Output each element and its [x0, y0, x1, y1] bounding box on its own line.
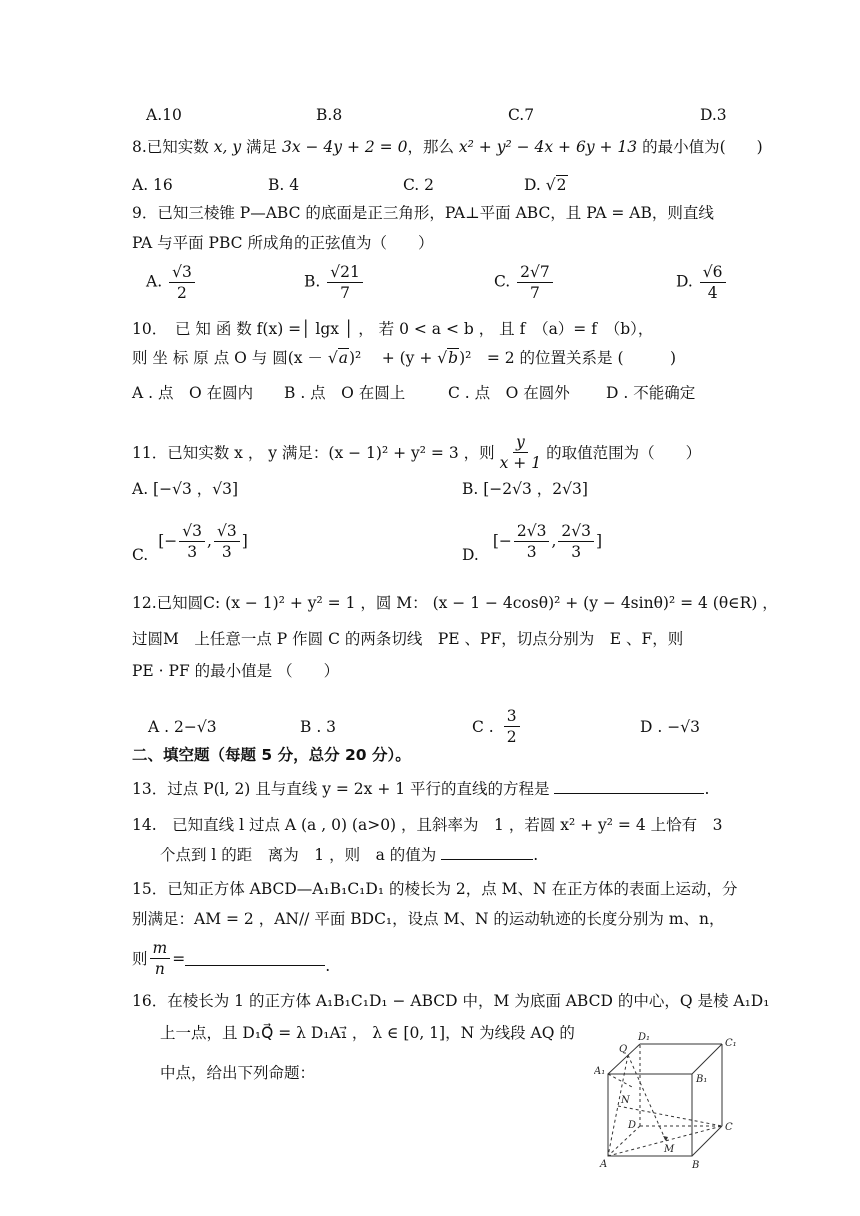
q10-line2-a: 则 坐 标 原 点 O 与 圆(x －: [132, 349, 323, 367]
q15-answer-blank[interactable]: [185, 965, 325, 966]
label-m: M: [664, 1144, 675, 1155]
q14-line2: [160, 844, 538, 866]
q16-line1: 16．在棱长为 1 的正方体 A₁B₁C₁D₁ − ABCD 中，M 为底面 ABCD 的中心，Q 是棱 A₁D₁: [132, 992, 770, 1010]
q9-option-d-label: D.: [676, 272, 693, 291]
q10-sqrt-a: √a: [327, 349, 348, 367]
q8-stem: [132, 136, 763, 158]
q8-option-d: [524, 174, 568, 196]
q12-option-c: [472, 706, 522, 747]
q11-option-c: C. [− $\frac{√3}{3}$ , $\frac{√3}{3}$ ]: [132, 521, 248, 564]
q9-option-a-frac: $\frac{√3}{2}$: [169, 262, 195, 303]
q12-line1: 12.已知圆C: (x − 1)² + y² = 1 ，圆 M： (x − 1 − 4cosθ)² + (y − 4sinθ)² = 4 (θ∈R) ，: [132, 594, 778, 612]
label-d1: D₁: [638, 1032, 651, 1043]
q13-text: 13．过点 P(l, 2) 且与直线 y = 2x + 1 平行的直线的方程是: [132, 780, 550, 798]
label-n: N: [621, 1095, 630, 1106]
q8-option-a: A. 16: [132, 176, 173, 194]
q10-line2-b: )² + (y +: [349, 349, 433, 367]
q7-option-b: B.8: [316, 106, 343, 124]
q15-fraction: $\frac{m}{n}$: [150, 938, 171, 979]
q9-option-c-frac: $\frac{2√7}{7}$: [517, 262, 553, 303]
q15-line1: 15．已知正方体 ABCD—A₁B₁C₁D₁ 的棱长为 2，点 M、N 在正方体的表面上运动，分: [132, 880, 738, 898]
q8-vars: x, y: [213, 138, 242, 156]
q11-option-a: A. [−√3 ，√3]: [132, 480, 239, 498]
q12-option-d: D . −√3: [640, 718, 700, 736]
q14-line2-a: 个点到 l 的距 离为 1 ，则 a 的值为: [160, 846, 437, 864]
q8-stem-a: 8.已知实数: [132, 138, 209, 156]
q13-line: [132, 778, 709, 800]
q9-line2: PA 与平面 PBC 所成角的正弦值为（ ）: [132, 234, 434, 252]
label-b1: B₁: [696, 1074, 708, 1085]
q10-option-d: D . 不能确定: [606, 384, 696, 402]
q14-end: .: [533, 846, 539, 864]
q9-option-a-label: A.: [146, 272, 163, 291]
q10-line2-c: )² = 2 的位置关系是 ( ): [459, 349, 677, 367]
q9-option-d: [676, 262, 728, 303]
q10-option-b: B . 点 O 在圆上: [284, 384, 406, 402]
q9-option-d-frac: $\frac{√6}{4}$: [700, 262, 726, 303]
q16-line2: 上一点，且 D₁Q⃗ = λ D₁A₁⃗ ， λ ∈ [0, 1]，N 为线段 AQ 的: [160, 1024, 575, 1042]
q14-line1: 14. 已知直线 l 过点 A (a , 0) (a>0) ，且斜率为 1 ，若圆 x² + y² = 4 上恰有 3: [132, 816, 723, 834]
cube-figure: [594, 1030, 744, 1172]
q9-option-b-label: B.: [304, 272, 321, 291]
q14-answer-blank[interactable]: [441, 859, 533, 860]
section2-title: 二、填空题（每题 5 分，总分 20 分）。: [132, 746, 411, 764]
q16-line3: 中点，给出下列命题：: [160, 1064, 316, 1082]
q9-option-c: [494, 262, 555, 303]
q11-option-c-frac1: $\frac{√3}{3}$: [179, 521, 205, 562]
q8-option-b: B. 4: [268, 176, 300, 194]
q11-option-d-label: D.: [462, 546, 479, 564]
q11-option-d-frac2: $\frac{2√3}{3}$: [558, 521, 594, 562]
q8-option-d-label: D.: [524, 176, 541, 194]
q12-option-a: A . 2−√3: [148, 718, 217, 736]
q7-option-c: C.7: [508, 106, 535, 124]
q9-option-b-frac: $\frac{√21}{7}$: [327, 262, 363, 303]
q8-option-c: C. 2: [403, 176, 435, 194]
label-b: B: [692, 1160, 700, 1171]
q15-end: .: [325, 956, 331, 975]
q12-option-c-label: C .: [472, 717, 494, 736]
q11-fraction: $\frac{y}{x + 1}$: [499, 433, 542, 472]
q13-end: .: [704, 780, 710, 798]
q15-line3-a: 则: [132, 949, 148, 968]
label-d: D: [628, 1120, 637, 1131]
q7-option-a: A.10: [146, 106, 182, 124]
q7-option-d: D.3: [700, 106, 727, 124]
q8-expression: x² + y² − 4x + 6y + 13: [458, 138, 638, 156]
label-a: A: [600, 1159, 608, 1170]
label-q: Q: [619, 1044, 628, 1055]
q9-option-a: [146, 262, 197, 303]
label-a1: A₁: [594, 1066, 606, 1077]
q9-option-b: [304, 262, 365, 303]
q8-option-d-value: √2: [545, 176, 567, 194]
q12-option-b: B . 3: [300, 718, 337, 736]
q12-line2: 过圆M 上任意一点 P 作圆 C 的两条切线 PE 、PF，切点分别为 E 、F，则: [132, 630, 684, 648]
q11-option-d: D. [− $\frac{2√3}{3}$ , $\frac{2√3}{3}$ ]: [462, 521, 603, 564]
q13-answer-blank[interactable]: [554, 793, 704, 794]
q15-equals: =: [172, 949, 186, 968]
q11-option-d-frac1: $\frac{2√3}{3}$: [514, 521, 550, 562]
q11-option-c-label: C.: [132, 546, 149, 564]
label-c1: C₁: [725, 1038, 737, 1049]
q15-line2: 别满足：AM = 2 ，AN// 平面 BDC₁，设点 M、N 的运动轨迹的长度分别为 m、n，: [132, 910, 725, 928]
q15-line3: [132, 938, 330, 979]
q12-line3: PE · PF 的最小值是 （ ）: [132, 662, 340, 680]
q9-option-c-label: C.: [494, 272, 511, 291]
q11-stem: [132, 432, 701, 473]
q11-option-c-frac2: $\frac{√3}{3}$: [214, 521, 240, 562]
q8-stem-b: 满足: [246, 138, 278, 156]
q11-stem-b: 的取值范围为（ ）: [546, 443, 702, 462]
q11-stem-a: 11．已知实数 x ， y 满足：(x − 1)² + y² = 3 ，则: [132, 443, 495, 462]
label-c: C: [725, 1122, 733, 1133]
q11-option-b: B. [−2√3 ，2√3]: [462, 480, 588, 498]
q12-option-c-frac: $\frac{3}{2}$: [504, 706, 520, 747]
q8-equation: 3x − 4y + 2 = 0: [281, 138, 408, 156]
q10-line1: 10． 已 知 函 数 f(x) =│ lgx │ ， 若 0 < a < b ， 且 f （a）= f （b），: [132, 320, 654, 338]
q10-line2: [132, 347, 676, 369]
q10-option-c: C . 点 O 在圆外: [448, 384, 570, 402]
q10-option-a: A . 点 O 在圆内: [132, 384, 254, 402]
q8-stem-c: ，那么: [407, 138, 454, 156]
q10-sqrt-b: √b: [437, 349, 459, 367]
q9-line1: 9．已知三棱锥 P—ABC 的底面是正三角形，PA⊥平面 ABC，且 PA = AB，则直线: [132, 204, 714, 222]
q8-stem-d: 的最小值为( ): [642, 138, 763, 156]
